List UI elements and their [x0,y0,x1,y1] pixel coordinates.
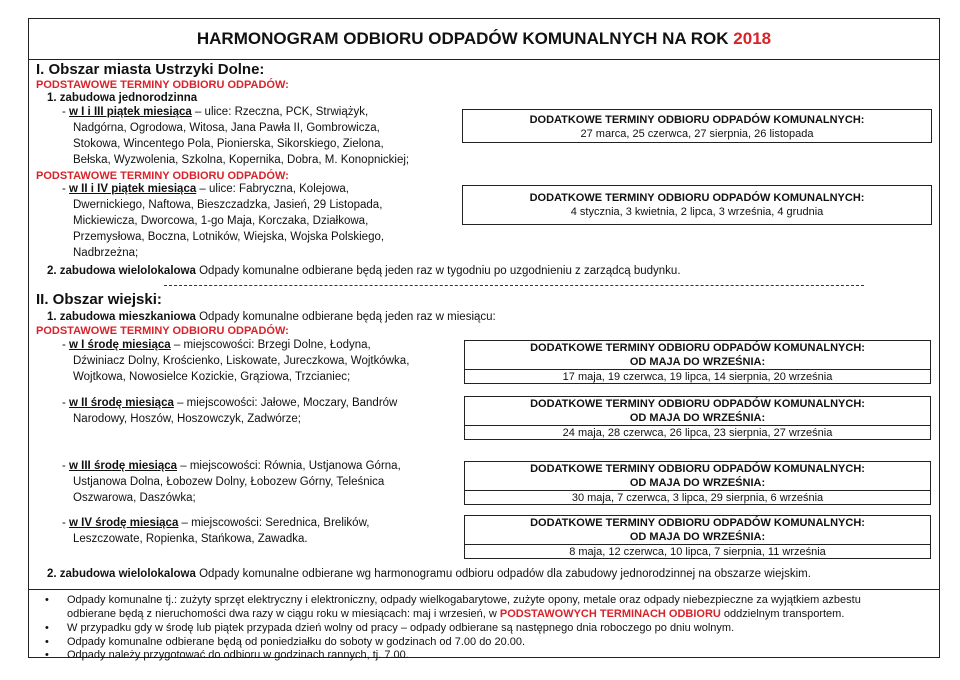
rural-group4-day: w IV środę miesiąca [69,517,179,529]
rural-group2-day: w II środę miesiąca [69,397,174,409]
section1-sub2-label: 2. zabudowa wielolokalowa [47,265,196,277]
notes-section [29,589,939,660]
bullet-icon: • [45,622,49,634]
group1-additional-box [462,109,932,143]
section2-basic-label: PODSTAWOWE TERMINY ODBIORU ODPADÓW: [36,325,289,337]
section1-basic-label: PODSTAWOWE TERMINY ODBIORU ODPADÓW: [36,79,289,91]
title-year: 2018 [733,29,772,48]
rural-group4-box-title2: OD MAJA DO WRZEŚNIA: [629,531,766,543]
note-1b-start: odbierane będą z nieruchomości dwa razy w ciągu roku w miesiącach: maj i wrzesień, w [67,608,500,620]
group1-box-title: DODATKOWE TERMINY ODBIORU ODPADÓW KOMUNALNYCH: [529,114,865,126]
rural-group3-box-head [465,462,930,491]
rural-group4-line0: – miejscowości: Serednica, Brelików, [178,517,370,529]
rural-group2-line0: – miejscowości: Jałowe, Moczary, Bandrów [173,397,398,409]
rural-group1-box [464,340,931,384]
rural-group3-box [464,461,931,505]
bullet-icon: • [45,649,49,661]
rural-group2-box-title1: DODATKOWE TERMINY ODBIORU ODPADÓW KOMUNALNYCH: [530,398,865,410]
group2-day: w II i IV piątek miesiąca [69,183,197,195]
rural-group1-box-title2: OD MAJA DO WRZEŚNIA: [629,356,766,368]
rural-group3-line1: Ustjanowa Dolna, Łobozew Dolny, Łobozew Górny, Teleśnica [73,476,385,488]
group2-line2: Mickiewicza, Dworcowa, 1-go Maja, Korczaka, Działkowa, [73,215,369,227]
rural-group3-prefix: - [62,460,70,472]
rural-group1-line0: – miejscowości: Brzegi Dolne, Łodyna, [170,339,371,351]
rural-group4-box-dates: 8 maja, 12 czerwca, 10 lipca, 7 sierpnia, 11 września [569,546,826,558]
group2-line0: – ulice: Fabryczna, Kolejowa, [196,183,350,195]
rural-group2-box-head [465,397,930,426]
title-text: HARMONOGRAM ODBIORU ODPADÓW KOMUNALNYCH NA ROK [196,29,729,48]
rural-group1-box-head [465,341,930,370]
rural-group4-prefix: - [62,517,70,529]
rural-group2-prefix: - [62,397,70,409]
group1-line2: Stokowa, Wincentego Pola, Pionierska, Sikorskiego, Zielona, [73,138,384,150]
rural-group1-box-title1: DODATKOWE TERMINY ODBIORU ODPADÓW KOMUNALNYCH: [530,342,865,354]
group2-box-title: DODATKOWE TERMINY ODBIORU ODPADÓW KOMUNALNYCH: [529,192,865,204]
note-1b [67,607,844,621]
bullet-icon: • [45,636,49,648]
rural-group3-box-title1: DODATKOWE TERMINY ODBIORU ODPADÓW KOMUNALNYCH: [530,463,865,475]
rural-group2-text [62,396,397,412]
section2-sub1 [47,310,496,326]
document-frame [28,18,940,661]
rural-group2-box-dates: 24 maja, 28 czerwca, 26 lipca, 23 sierpnia, 27 września [562,427,833,439]
rural-group1-day: w I środę miesiąca [69,339,171,351]
rural-group1-line1: Dźwiniacz Dolny, Krościenko, Liskowate, Jureczkowa, Wojtkówka, [73,355,410,367]
group2-line4: Nadbrzeżna; [73,247,139,259]
note-1a: Odpady komunalne tj.: zużyty sprzęt elektryczny i elektroniczny, odpady wielkogabarytowe, zużyte opony, metale oraz odpady niebezpieczne za wyjątkiem azbestu [67,594,861,606]
group1-day: w I i III piątek miesiąca [69,106,192,118]
section2-sub2-label: 2. zabudowa wielolokalowa [47,568,196,580]
rural-group4-text [62,516,369,532]
rural-group4-line1: Leszczowate, Ropienka, Stańkowa, Zawadka. [73,533,308,545]
rural-group3-line0: – miejscowości: Równia, Ustjanowa Górna, [177,460,401,472]
section1-sub1: 1. zabudowa jednorodzinna [47,92,198,104]
rural-group1-box-dates: 17 maja, 19 czerwca, 19 lipca, 14 sierpnia, 20 września [562,371,833,383]
group2-additional-box [462,185,932,225]
rural-group3-text [62,459,401,475]
section1-sub2 [47,264,681,280]
section1-sub2-text: Odpady komunalne odbierane będą jeden raz w tygodniu po uzgodnieniu z zarządcą budynku. [195,265,681,277]
rural-group2-box [464,396,931,440]
rural-group1-line2: Wojtkowa, Nowosielce Kozickie, Grąziowa, Trzcianiec; [73,371,351,383]
section2-sub2-text: Odpady komunalne odbierane wg harmonogramu odbioru odpadów dla zabudowy jednorodzinnej na obszarze wiejskim. [195,568,811,580]
bullet-icon: • [45,594,49,606]
note-2-text: W przypadku gdy w środę lub piątek przypada dzień wolny od pracy – odpady odbierane są następnego dnia roboczego po dniu wolnym. [67,622,735,634]
rural-group2-line1: Narodowy, Hoszów, Hoszowczyk, Zadwórze; [73,413,301,425]
rural-group3-box-title2: OD MAJA DO WRZEŚNIA: [629,477,766,489]
rural-group3-box-dates: 30 maja, 7 czerwca, 3 lipca, 29 sierpnia, 6 września [571,492,824,504]
rural-group3-day: w III środę miesiąca [69,460,178,472]
group2-box-dates: 4 stycznia, 3 kwietnia, 2 lipca, 3 września, 4 grudnia [570,206,824,218]
group2-line3: Przemysłowa, Boczna, Lotników, Wiejska, Wojska Polskiego, [73,231,385,243]
group2-text [62,182,349,198]
group1-line1: Nadgórna, Ogrodowa, Witosa, Jana Pawła II, Gombrowicza, [73,122,380,134]
section2-sub2 [47,567,811,583]
section1-basic-label-2: PODSTAWOWE TERMINY ODBIORU ODPADÓW: [36,170,289,182]
note-1b-red: PODSTAWOWYCH TERMINACH ODBIORU [499,608,721,620]
note-1b-end: oddzielnym transportem. [720,608,845,620]
group2-prefix: - [62,183,70,195]
rural-group4-box-title1: DODATKOWE TERMINY ODBIORU ODPADÓW KOMUNALNYCH: [530,517,865,529]
group1-line3: Bełska, Wyzwolenia, Szkolna, Kopernika, Dobra, M. Konopnickiej; [73,154,410,166]
group2-line1: Dwernickiego, Naftowa, Bieszczadzka, Jasień, 29 Listopada, [73,199,383,211]
rural-group2-box-title2: OD MAJA DO WRZEŚNIA: [629,412,766,424]
section2-sub1-text: Odpady komunalne odbierane będą jeden raz w miesiącu: [195,311,496,323]
group1-prefix: - [62,106,70,118]
group1-box-dates: 27 marca, 25 czerwca, 27 sierpnia, 26 listopada [580,128,814,140]
note-3-text: Odpady komunalne odbierane będą od poniedziałku do soboty w godzinach od 7.00 do 20.00. [67,636,526,648]
section1-title: I. Obszar miasta Ustrzyki Dolne: [36,61,265,78]
section2-sub1-label: 1. zabudowa mieszkaniowa [47,311,196,323]
rural-group1-prefix: - [62,339,70,351]
rural-group1-text [62,338,371,354]
rural-group4-box-head [465,516,930,545]
group1-text [62,105,368,121]
note-4-text: Odpady należy przygotować do odbioru w godzinach rannych, tj. 7.00. [67,649,409,661]
document-title [29,19,939,60]
group1-line0: – ulice: Rzeczna, PCK, Strwiążyk, [191,106,369,118]
section-divider [164,285,864,286]
rural-group3-line2: Oszwarowa, Daszówka; [73,492,196,504]
section2-title: II. Obszar wiejski: [36,291,162,308]
rural-group4-box [464,515,931,559]
